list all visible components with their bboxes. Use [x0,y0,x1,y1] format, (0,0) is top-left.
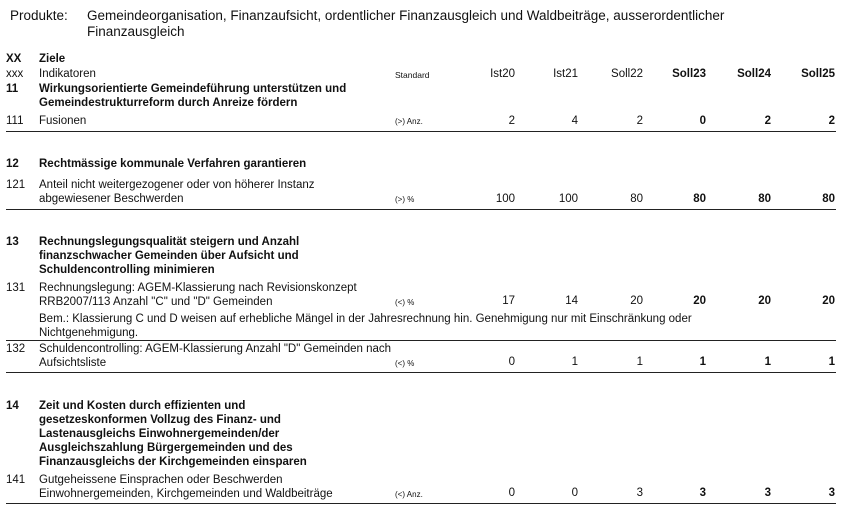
value-ist20: 2 [508,115,515,127]
header-goal: Ziele [39,53,66,65]
value-soll23: 20 [693,295,706,307]
value-soll22: 1 [636,356,643,368]
indicator-text: Rechnungslegung: AGEM-Klassierung nach Revisionskonzept RRB2007/113 Anzahl "C" und "D" Gemeinden [39,282,357,308]
value-ist21: 0 [571,487,578,499]
indicator-code: 141 [6,474,26,486]
indicator-text: Anteil nicht weitergezogener oder von höherer Instanz abgewiesener Beschwerden [39,179,315,205]
value-soll22: 80 [630,193,643,205]
goal-code: 13 [6,236,19,248]
value-ist20: 100 [495,193,515,205]
goal-title: Rechtmässige kommunale Verfahren garantieren [39,158,307,170]
value-soll25: 80 [822,193,835,205]
value-soll23: 0 [699,115,706,127]
goal-title: Wirkungsorientierte Gemeindeführung unterstützen und Gemeindestrukturreform durch Anreize fördern [39,83,347,109]
header-indicators: Indikatoren [39,68,96,80]
indicator-text: Schuldencontrolling: AGEM-Klassierung Anzahl "D" Gemeinden nach Aufsichtsliste [39,343,392,369]
indicator-code: 132 [6,343,26,355]
goal-code: 12 [6,158,19,170]
indicator-note: Bem.: Klassierung C und D weisen auf erhebliche Mängel in der Jahresrechnung hin. Genehmigung nur mit Einschränkung oder Nichtgenehmigung. [39,313,692,339]
value-soll25: 20 [822,295,835,307]
value-ist20: 0 [508,487,515,499]
value-ist21: 14 [565,295,578,307]
products-label: Produkte: [10,8,68,23]
col-header-soll24: Soll24 [737,68,771,80]
value-soll24: 3 [764,487,771,499]
value-soll22: 3 [636,487,643,499]
value-ist21: 1 [571,356,578,368]
indicator-standard: (<) % [395,298,415,307]
value-soll24: 2 [764,115,771,127]
header-code-indicator: xxx [6,68,24,80]
value-ist21: 4 [571,115,578,127]
indicator-standard: (>) % [395,195,415,204]
value-soll25: 1 [828,356,835,368]
value-soll23: 80 [693,193,706,205]
col-header-soll22: Soll22 [611,68,643,80]
value-soll25: 2 [828,115,835,127]
value-soll24: 1 [764,356,771,368]
value-soll23: 1 [699,356,706,368]
goal-code: 14 [6,400,19,412]
indicator-standard: (<) Anz. [395,490,423,499]
goal-title: Zeit und Kosten durch effizienten und gesetzeskonformen Vollzug des Finanz- und Lastenausgleichs Einwohnergemeinden/der Ausgleichszahlung Bürgergemeinden und des Finanzausgleichs der Kirchgemeinden einsparen [39,400,307,468]
indicator-code: 121 [6,179,26,191]
row-divider [6,372,836,373]
value-soll25: 3 [828,487,835,499]
col-header-soll25: Soll25 [801,68,835,80]
header-code-goal: XX [6,53,22,65]
indicator-text: Gutgeheissene Einsprachen oder Beschwerden Einwohnergemeinden, Kirchgemeinden und Waldbeiträge [39,474,333,500]
goal-code: 11 [6,83,19,95]
value-soll24: 20 [758,295,771,307]
row-divider [6,209,836,210]
value-soll24: 80 [758,193,771,205]
indicator-text: Fusionen [39,115,87,127]
goal-title: Rechnungslegungsqualität steigern und Anzahl finanzschwacher Gemeinden über Aufsicht und Schuldencontrolling minimieren [39,236,300,276]
row-divider [6,340,836,341]
col-header-ist20: Ist20 [490,68,515,80]
indicator-code: 111 [6,115,24,127]
value-soll23: 3 [699,487,706,499]
value-ist20: 0 [508,356,515,368]
value-ist20: 17 [502,295,515,307]
row-divider [6,131,836,132]
header-standard: Standard [395,70,430,80]
indicator-standard: (>) Anz. [395,117,423,126]
row-divider [6,503,836,504]
value-soll22: 2 [636,115,643,127]
indicator-standard: (<) % [395,359,415,368]
col-header-ist21: Ist21 [553,68,578,80]
value-soll22: 20 [630,295,643,307]
indicator-code: 131 [6,282,26,294]
col-header-soll23: Soll23 [672,68,706,80]
value-ist21: 100 [558,193,578,205]
products-text: Gemeindeorganisation, Finanzaufsicht, ordentlicher Finanzausgleich und Waldbeiträge, ausserordentlicher Finanzausgleich [87,8,725,39]
